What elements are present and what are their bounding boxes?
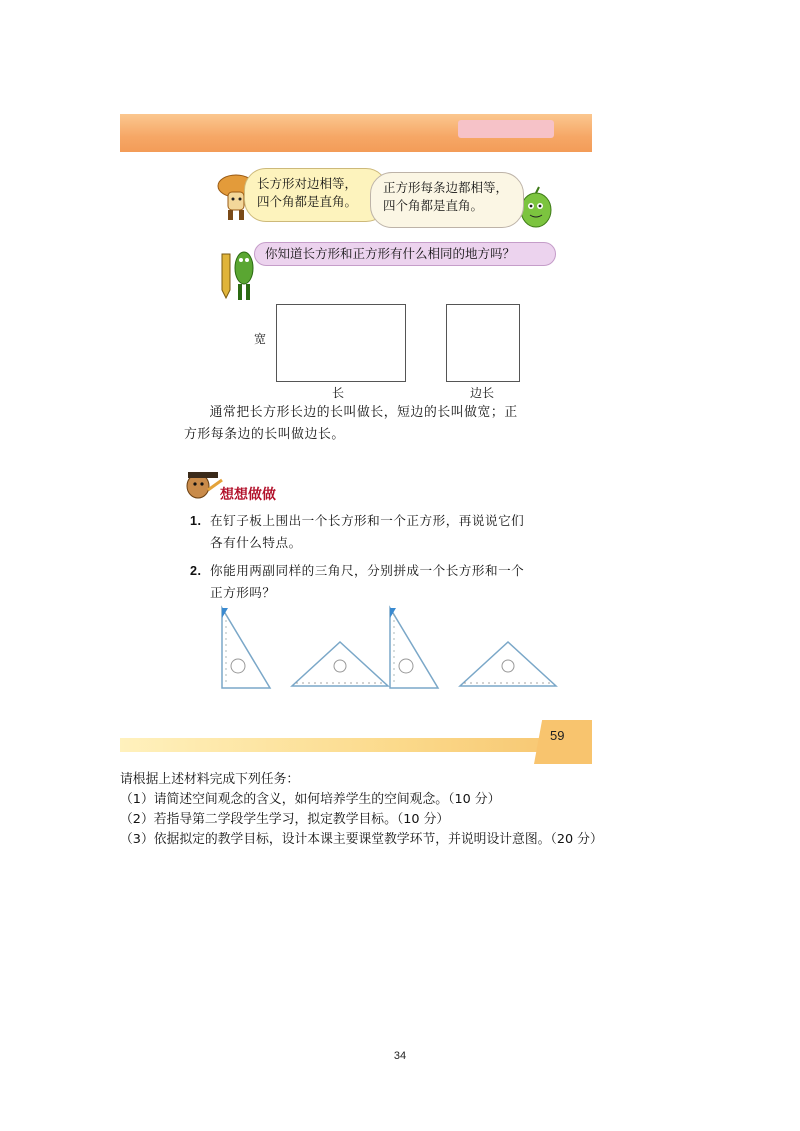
exercise-2-line-2: 正方形吗？ bbox=[210, 585, 276, 600]
task-question-2: （2）若指导第二学段学生学习，拟定教学目标。（10 分） bbox=[120, 812, 450, 827]
rect-length-label: 长 bbox=[332, 386, 345, 400]
square-side-label: 边长 bbox=[470, 386, 495, 400]
bubble-left-line-2: 四个角都是直角。 bbox=[257, 194, 358, 209]
question-bubble: 你知道长方形和正方形有什么相同的地方吗？ bbox=[254, 242, 556, 266]
textbook-page-number: 59 bbox=[550, 728, 565, 743]
section-title: 想想做做 bbox=[220, 487, 276, 503]
set-square-isosceles-1-icon bbox=[288, 636, 392, 692]
header-tag bbox=[458, 120, 554, 138]
definition-paragraph bbox=[184, 402, 574, 446]
footer-band bbox=[120, 738, 592, 752]
speech-bubble-square bbox=[370, 172, 524, 228]
exercise-item-2 bbox=[190, 560, 570, 604]
speech-bubble-rectangle bbox=[244, 168, 388, 222]
exercise-1-line-2: 各有什么特点。 bbox=[210, 535, 302, 550]
section-mascot-icon bbox=[184, 466, 224, 502]
bubble-right-line-1: 正方形每条边都相等， bbox=[383, 180, 509, 195]
definition-line-1: 通常把长方形长边的长叫做长，短边的长叫做宽；正 bbox=[209, 405, 518, 420]
document-page-number: 34 bbox=[393, 1050, 407, 1062]
set-square-isosceles-2-icon bbox=[456, 636, 560, 692]
exercise-2-number: 2. bbox=[190, 564, 202, 578]
rect-width-label: 宽 bbox=[254, 332, 267, 346]
task-question-1: （1）请简述空间观念的含义，如何培养学生的空间观念。（10 分） bbox=[120, 792, 501, 807]
definition-line-2: 方形每条边的长叫做边长。 bbox=[184, 427, 345, 442]
square-figure bbox=[446, 304, 520, 382]
exercise-1-line-1: 在钉子板上围出一个长方形和一个正方形，再说说它们 bbox=[210, 513, 525, 528]
set-square-right-angle-2-icon bbox=[382, 604, 442, 694]
set-square-right-angle-1-icon bbox=[214, 604, 274, 694]
bubble-right-line-2: 四个角都是直角。 bbox=[383, 198, 484, 213]
bubble-left-line-1: 长方形对边相等， bbox=[257, 176, 358, 191]
exercise-1-number: 1. bbox=[190, 514, 202, 528]
task-intro: 请根据上述材料完成下列任务： bbox=[120, 772, 300, 787]
task-questions bbox=[120, 770, 680, 850]
textbook-page-image bbox=[120, 108, 592, 768]
rectangle-figure bbox=[276, 304, 406, 382]
exercise-item-1 bbox=[190, 510, 570, 554]
task-question-3: （3）依据拟定的教学目标，设计本课主要课堂教学环节，并说明设计意图。（20 分） bbox=[120, 832, 603, 847]
exercise-2-line-1: 你能用两副同样的三角尺，分别拼成一个长方形和一个 bbox=[210, 563, 525, 578]
